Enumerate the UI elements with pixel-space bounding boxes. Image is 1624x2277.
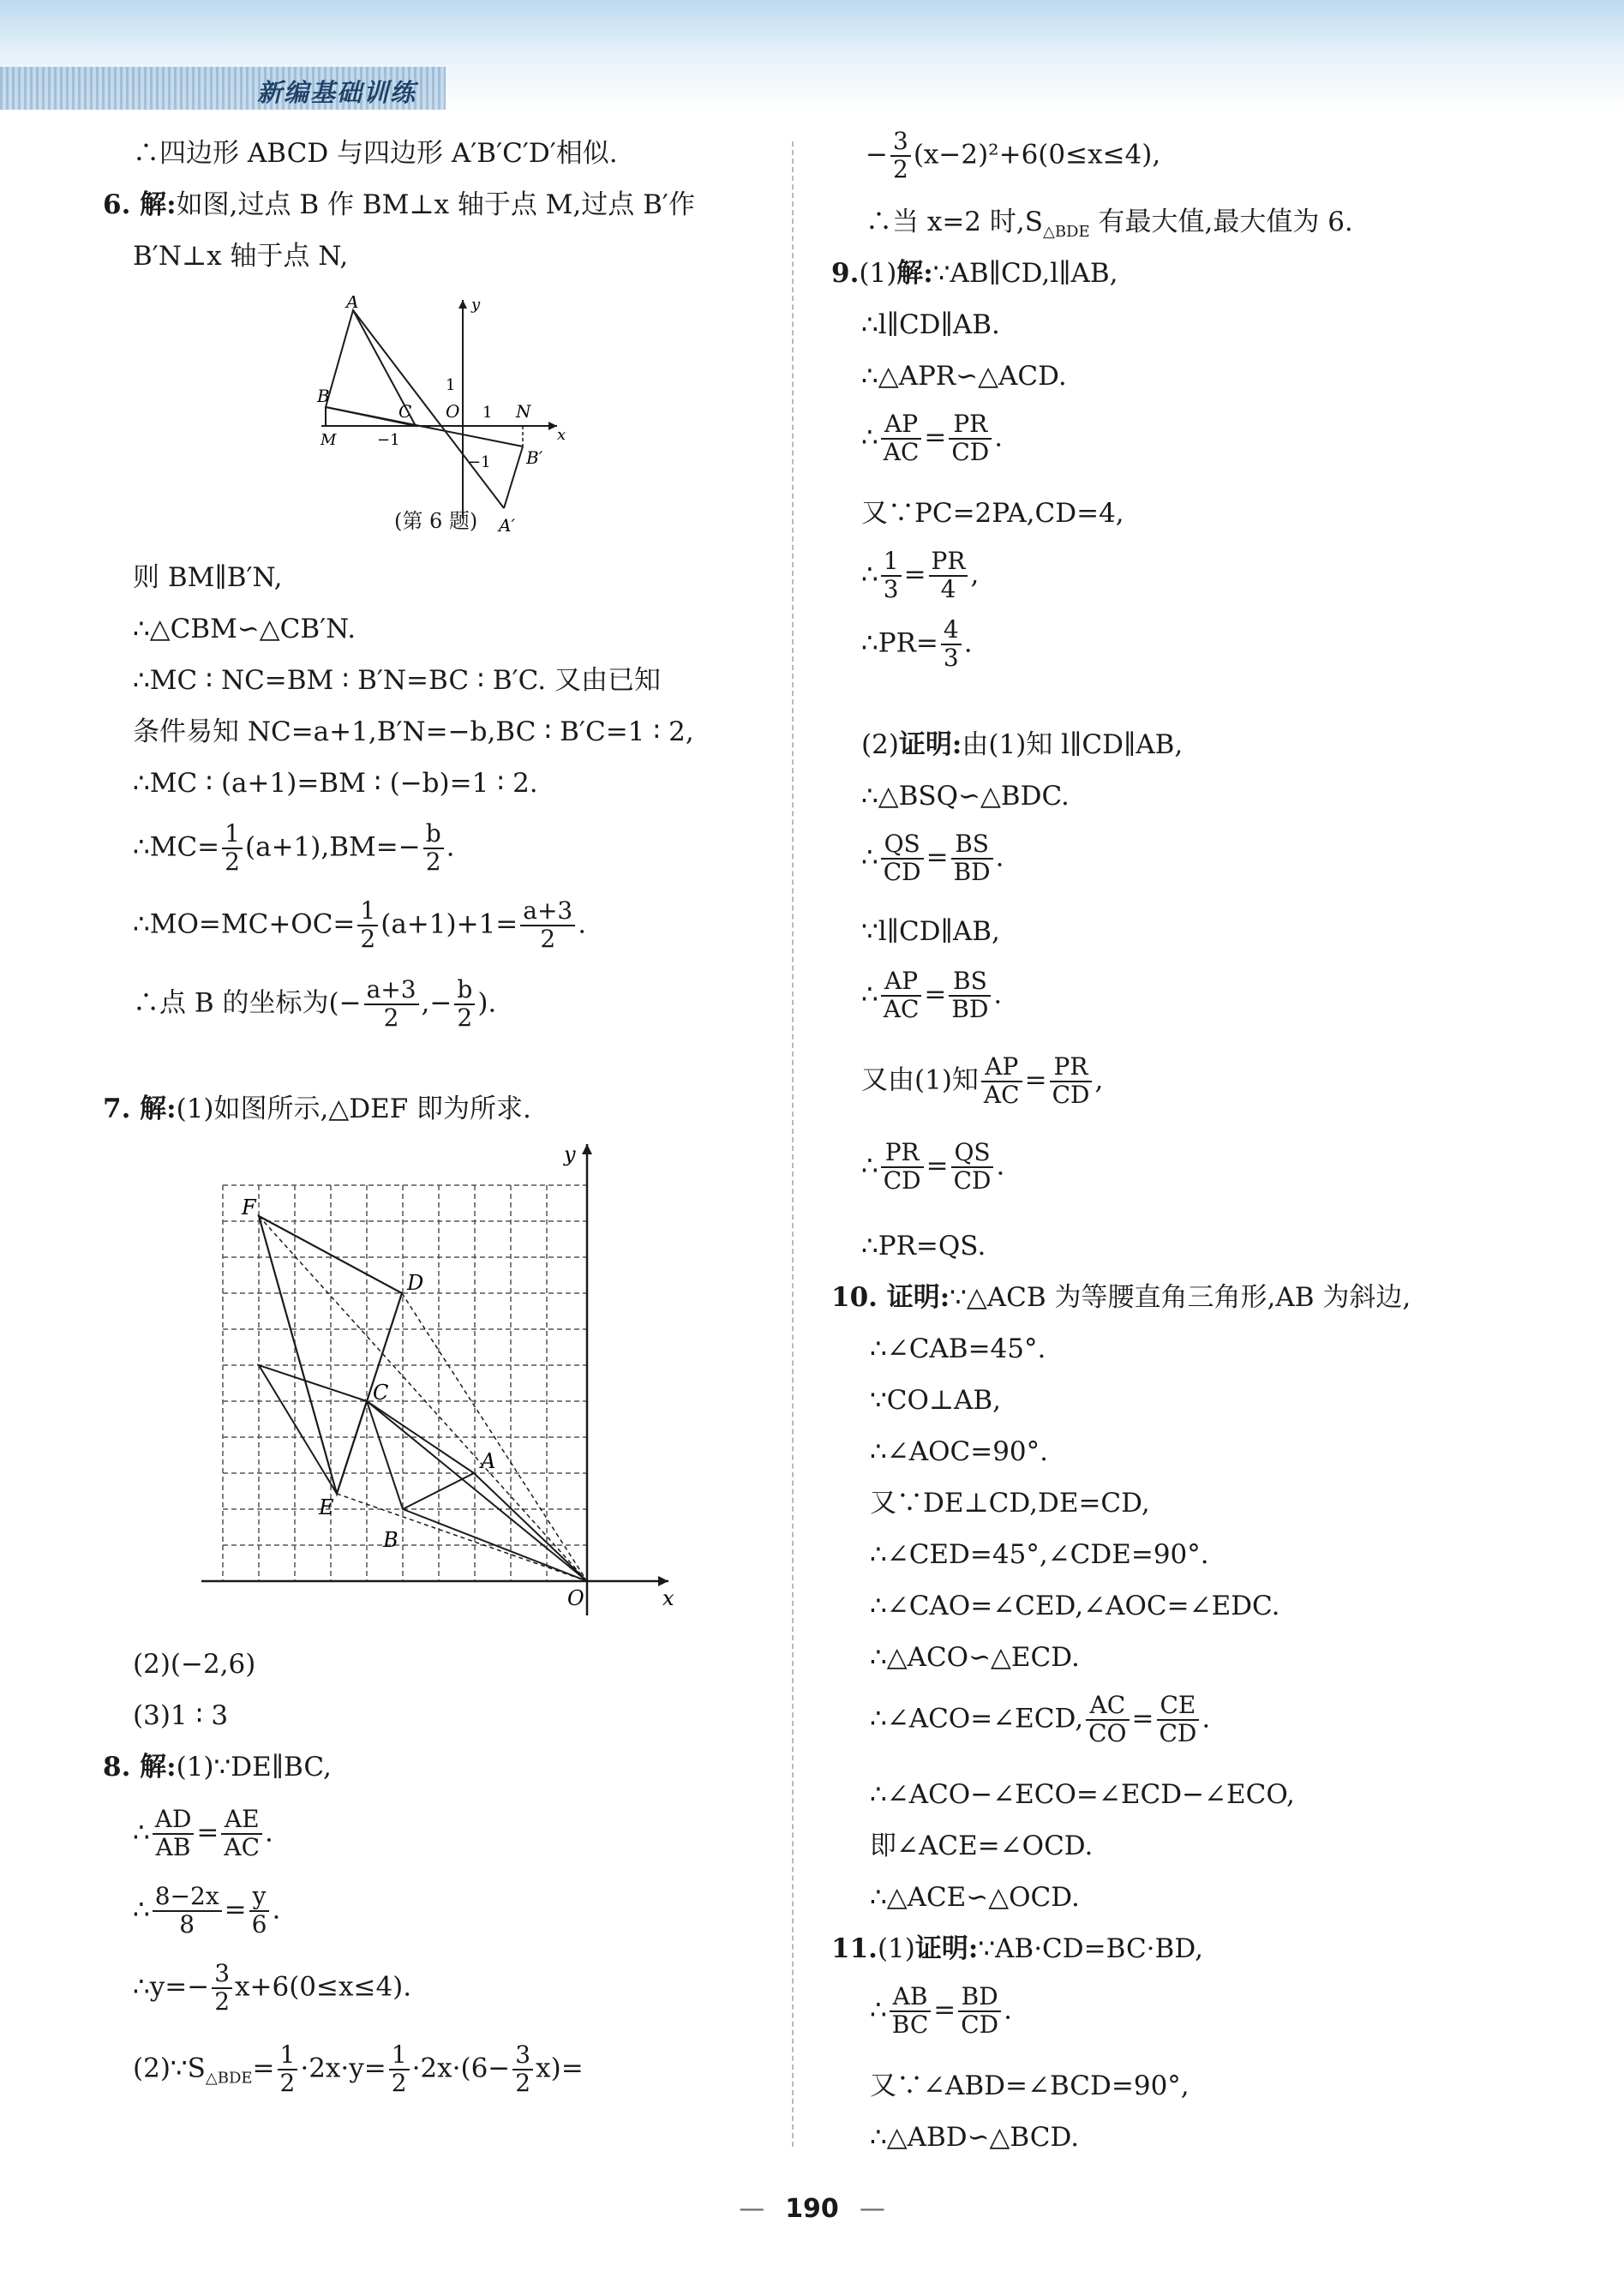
figure-7 <box>197 1136 797 1615</box>
fraction: $\frac{b}{2}$ <box>423 821 444 876</box>
formula-line: − $\frac{3}{2}$ (x−2)²+6(0≤x≤4), <box>866 127 1161 183</box>
text-line: 条件易知 NC=a+1,B′N=−b,BC ∶ B′C=1 ∶ 2, <box>133 716 694 747</box>
text-line: (2)证明:由(1)知 l∥CD∥AB, <box>861 729 1184 760</box>
fraction: $\frac{a+3}{2}$ <box>520 898 575 953</box>
text-line: ∴△BSQ∽△BDC. <box>861 781 1070 812</box>
text-line: ∴△APR∽△ACD. <box>861 361 1067 392</box>
text-line: B′N⊥x 轴于点 N, <box>133 241 349 272</box>
fig7-label: B <box>383 1528 399 1552</box>
question-11: 11.(1)证明:∵AB·CD=BC·BD, <box>831 1933 1203 1964</box>
text-line: (3)1 ∶ 3 <box>133 1700 229 1731</box>
question-label: 7. 解: <box>103 1094 177 1124</box>
fig7-label: C <box>373 1381 389 1405</box>
fraction: $\frac{a+3}{2}$ <box>364 977 419 1032</box>
text-line: ∴l∥CD∥AB. <box>861 309 1000 340</box>
fraction: $\frac{1}{3}$ <box>881 548 902 603</box>
fraction: $\frac{QS}{CD}$ <box>881 831 924 886</box>
formula-line: ∴ $\frac{PR}{CD}$ = $\frac{QS}{CD}$ . <box>861 1138 1005 1195</box>
fig6-label: y <box>471 296 481 314</box>
text-line: (2)(−2,6) <box>133 1649 256 1680</box>
question-label: 8. 解: <box>103 1752 177 1783</box>
question-label: 11. <box>831 1933 878 1964</box>
fraction: $\frac{PR}{CD}$ <box>949 411 992 466</box>
formula-line: ∴MO=MC+OC= $\frac{1}{2}$ (a+1)+1= $\frac{a+3}{2}$ . <box>133 896 587 953</box>
text-line: ∴∠CED=45°,∠CDE=90°. <box>870 1539 1209 1570</box>
fraction: $\frac{y}{6}$ <box>249 1884 270 1938</box>
fraction: $\frac{CE}{CD}$ <box>1157 1693 1200 1747</box>
fraction: $\frac{PR}{CD}$ <box>881 1140 924 1195</box>
text-line: ∵CO⊥AB, <box>870 1385 1002 1416</box>
fig6-label: B <box>317 386 330 406</box>
fig6-label: M <box>321 431 337 449</box>
formula-line: ∴ $\frac{AP}{AC}$ = $\frac{BS}{BD}$ . <box>861 967 1003 1023</box>
fraction: $\frac{AP}{AC}$ <box>881 411 922 466</box>
fraction: $\frac{AC}{CO}$ <box>1086 1693 1129 1747</box>
fraction: $\frac{PR}{4}$ <box>929 548 968 603</box>
fraction: $\frac{PR}{CD}$ <box>1050 1054 1093 1109</box>
text-line: 又∵∠ABD=∠BCD=90°, <box>870 2070 1190 2101</box>
text-line: ∴MC ∶ NC=BM ∶ B′N=BC ∶ B′C. 又由已知 <box>133 665 661 696</box>
fraction: $\frac{BS}{BD}$ <box>951 831 993 886</box>
fraction: $\frac{AE}{AC}$ <box>221 1807 262 1861</box>
text-line: ∴四边形 ABCD 与四边形 A′B′C′D′相似. <box>133 138 618 169</box>
fig6-label: A <box>346 296 359 312</box>
text-line: 即∠ACE=∠OCD. <box>870 1831 1094 1861</box>
formula-line: ∴ $\frac{AP}{AC}$ = $\frac{PR}{CD}$ . <box>861 410 1004 466</box>
question-10: 10. 证明:∵△ACB 为等腰直角三角形,AB 为斜边, <box>831 1282 1411 1313</box>
question-label: 10. 证明: <box>831 1282 950 1313</box>
text-line: ∴∠AOC=90°. <box>870 1436 1048 1467</box>
formula-line: ∴ $\frac{1}{3}$ = $\frac{PR}{4}$ , <box>861 547 980 603</box>
fraction: $\frac{1}{2}$ <box>278 2042 298 2097</box>
formula-line: 又由(1)知 $\frac{AP}{AC}$ = $\frac{PR}{CD}$ , <box>861 1052 1104 1109</box>
text-line: ∴∠CAB=45°. <box>870 1333 1046 1364</box>
fraction: $\frac{b}{2}$ <box>454 977 475 1032</box>
fig6-label: B′ <box>526 447 543 468</box>
text-line: 则 BM∥B′N, <box>133 562 283 593</box>
formula-line: ∴MC= $\frac{1}{2}$ (a+1),BM=− $\frac{b}{2}$ . <box>133 819 455 876</box>
fig6-label: −1 <box>377 431 400 449</box>
question-8: 8. 解:(1)∵DE∥BC, <box>103 1752 332 1783</box>
fraction: $\frac{1}{2}$ <box>357 898 378 953</box>
fig7-label: A <box>481 1449 496 1473</box>
fraction: $\frac{AP}{AC}$ <box>981 1054 1022 1109</box>
text-line: ∴PR=QS. <box>861 1231 986 1261</box>
fraction: $\frac{3}{2}$ <box>512 2042 533 2097</box>
formula-line: ∴ $\frac{8-2x}{8}$ = $\frac{y}{6}$ . <box>133 1882 281 1938</box>
fig7-label: x <box>662 1586 674 1610</box>
fraction: $\frac{3}{2}$ <box>212 1961 232 2016</box>
formula-line: ∴ $\frac{QS}{CD}$ = $\frac{BS}{BD}$ . <box>861 830 1004 886</box>
figure-6 <box>317 296 677 544</box>
formula-line: ∴ $\frac{AB}{BC}$ = $\frac{BD}{CD}$ . <box>870 1982 1012 2039</box>
fig6-label: 1 <box>446 376 456 394</box>
formula-line: $(2)\because S_{\triangle BDE}=$ $\frac{1}{2}$ ·2x·y= $\frac{1}{2}$ ·2x·(6− $\frac{3}{2}$ x)= <box>133 2040 584 2097</box>
fraction: $\frac{1}{2}$ <box>389 2042 410 2097</box>
question-9: 9.(1)解:∵AB∥CD,l∥AB, <box>831 258 1118 289</box>
formula-line: ∴点 B 的坐标为(− $\frac{a+3}{2}$ ,− $\frac{b}{2}$ ). <box>133 975 497 1032</box>
formula-line: ∴ $\frac{AD}{AB}$ = $\frac{AE}{AC}$ . <box>133 1805 273 1861</box>
page-number: — 190 — <box>739 2194 885 2224</box>
text-line: 又∵PC=2PA,CD=4, <box>861 498 1124 529</box>
text-line: ∴△ACE∽△OCD. <box>870 1882 1080 1913</box>
fig6-label: A′ <box>499 515 515 536</box>
text-line: ∴△CBM∽△CB′N. <box>133 614 357 644</box>
text-line: ∴∠ACO−∠ECO=∠ECD−∠ECO, <box>870 1779 1295 1810</box>
formula-line: ∴PR= $\frac{4}{3}$ . <box>861 615 973 672</box>
fig6-label: O <box>446 401 460 422</box>
text-line: ∴MC ∶ (a+1)=BM ∶ (−b)=1 ∶ 2. <box>133 768 538 799</box>
fraction: $\frac{8-2x}{8}$ <box>153 1884 222 1938</box>
brand-title: 新编基础训练 <box>257 78 417 107</box>
fig7-label: F <box>242 1195 256 1219</box>
fig7-label: D <box>407 1271 424 1295</box>
fraction: $\frac{AD}{AB}$ <box>153 1807 195 1861</box>
fig6-label: 1 <box>482 404 493 422</box>
question-6: 6. 解:如图,过点 B 作 BM⊥x 轴于点 M,过点 B′作 <box>103 189 695 220</box>
fig6-label: N <box>516 401 531 422</box>
figure-6-caption: (第 6 题) <box>394 509 478 533</box>
question-7: 7. 解:(1)如图所示,△DEF 即为所求. <box>103 1094 531 1124</box>
fig6-label: x <box>557 426 566 444</box>
fig6-label: −1 <box>468 453 491 471</box>
formula-line: ∴当 x=2 时$,S_{\triangle BDE}$ 有最大值,最大值为 6. <box>866 207 1353 242</box>
fig7-label: y <box>564 1142 576 1166</box>
fig7-label: E <box>319 1495 334 1519</box>
fraction: $\frac{4}{3}$ <box>941 617 962 672</box>
fraction: $\frac{3}{2}$ <box>890 129 911 183</box>
fraction: $\frac{QS}{CD}$ <box>951 1140 994 1195</box>
fig7-label: O <box>567 1586 584 1610</box>
fraction: $\frac{AP}{AC}$ <box>881 968 922 1023</box>
text-line: 又∵DE⊥CD,DE=CD, <box>870 1488 1150 1519</box>
formula-line: ∴y=− $\frac{3}{2}$ x+6(0≤x≤4). <box>133 1959 412 2016</box>
text-line: ∴△ACO∽△ECD. <box>870 1642 1080 1673</box>
text-line: ∴∠CAO=∠CED,∠AOC=∠EDC. <box>870 1591 1280 1621</box>
question-label: 9. <box>831 258 860 289</box>
fraction: $\frac{BD}{CD}$ <box>958 1984 1001 2039</box>
fraction: $\frac{BS}{BD}$ <box>949 968 991 1023</box>
fraction: $\frac{1}{2}$ <box>222 821 243 876</box>
page-header <box>0 0 1624 111</box>
text-line: ∵l∥CD∥AB, <box>861 916 1000 947</box>
formula-line: ∴∠ACO=∠ECD, $\frac{AC}{CO}$ = $\frac{CE}{CD}$ . <box>870 1691 1211 1747</box>
text-line: ∴△ABD∽△BCD. <box>870 2122 1080 2153</box>
question-label: 6. 解: <box>103 189 177 220</box>
fraction: $\frac{AB}{BC}$ <box>890 1984 932 2039</box>
fig6-label: C <box>399 401 412 422</box>
